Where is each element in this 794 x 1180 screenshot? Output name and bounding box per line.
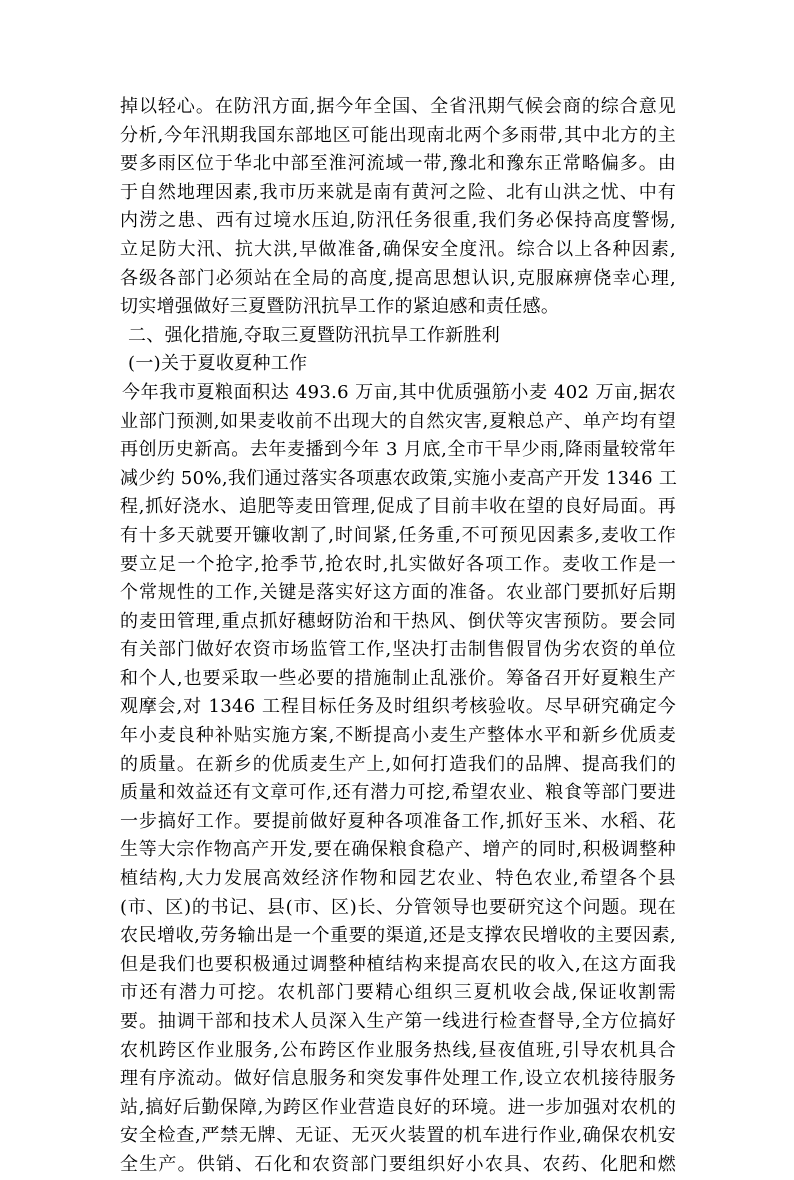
text-line: 要立足一个抢字,抢季节,抢农时,扎实做好各项工作。麦收工作是一	[120, 553, 676, 575]
text-line: 再创历史新高。去年麦播到今年 3 月底,全市干旱少雨,降雨量较常年	[120, 439, 676, 461]
text-line: 掉以轻心。在防汛方面,据今年全国、全省汛期气候会商的综合意见	[120, 96, 676, 117]
text-line: 年小麦良种补贴实施方案,不断提高小麦生产整体水平和新乡优质麦	[120, 725, 676, 747]
text-line: 的质量。在新乡的优质麦生产上,如何打造我们的品牌、提高我们的	[120, 753, 676, 775]
text-line: 分析,今年汛期我国东部地区可能出现南北两个多雨带,其中北方的主	[120, 124, 676, 146]
text-line: 理有序流动。做好信息服务和突发事件处理工作,设立农机接待服务	[120, 1068, 676, 1090]
text-line: 切实增强做好三夏暨防汛抗旱工作的紧迫感和责任感。	[120, 296, 560, 318]
text-line: 要多雨区位于华北中部至淮河流域一带,豫北和豫东正常略偏多。由	[120, 153, 676, 175]
text-line: 和个人,也要采取一些必要的措施制止乱涨价。筹备召开好夏粮生产	[120, 667, 676, 689]
text-line: 要。抽调干部和技术人员深入生产第一线进行检查督导,全方位搞好	[120, 1011, 676, 1032]
text-line: 一步搞好工作。要提前做好夏种各项准备工作,抓好玉米、水稻、花	[120, 810, 676, 832]
document-page	[120, 93, 676, 1180]
text-line: 有关部门做好农资市场监管工作,坚决打击制售假冒伪劣农资的单位	[120, 639, 676, 661]
text-line: 业部门预测,如果麦收前不出现大的自然灾害,夏粮总产、单产均有望	[120, 410, 676, 432]
text-line: 的麦田管理,重点抓好穗蚜防治和干热风、倒伏等灾害预防。要会同	[120, 610, 676, 632]
text-line: 程,抓好浇水、追肥等麦田管理,促成了目前丰收在望的良好局面。再	[120, 496, 676, 518]
text-line: 有十多天就要开镰收割了,时间紧,任务重,不可预见因素多,麦收工作	[120, 524, 676, 546]
text-line: 生等大宗作物高产开发,要在确保粮食稳产、增产的同时,积极调整种	[120, 839, 676, 861]
text-line: 植结构,大力发展高效经济作物和园艺农业、特色农业,希望各个县	[120, 868, 676, 890]
text-line: 农机跨区作业服务,公布跨区作业服务热线,昼夜值班,引导农机具合	[120, 1039, 676, 1061]
text-line: 今年我市夏粮面积达 493.6 万亩,其中优质强筋小麦 402 万亩,据农	[122, 381, 676, 403]
text-line: 各级各部门必须站在全局的高度,提高思想认识,克服麻痹侥幸心理,	[120, 267, 676, 289]
text-line: 但是我们也要积极通过调整种植结构来提高农民的收入,在这方面我	[120, 953, 676, 975]
text-line: 质量和效益还有文章可作,还有潜力可挖,希望农业、粮食等部门要进	[120, 782, 676, 804]
text-line: 市还有潜力可挖。农机部门要精心组织三夏机收会战,保证收割需	[120, 982, 676, 1004]
text-line: 个常规性的工作,关键是落实好这方面的准备。农业部门要抓好后期	[120, 582, 676, 604]
text-line: 观摩会,对 1346 工程目标任务及时组织考核验收。尽早研究确定今	[120, 696, 676, 718]
text-line: 减少约 50%,我们通过落实各项惠农政策,实施小麦高产开发 1346 工	[120, 467, 678, 489]
text-line: 全生产。供销、石化和农资部门要组织好小农具、农药、化肥和燃	[120, 1153, 676, 1175]
text-line: 立足防大汛、抗大洪,早做准备,确保安全度汛。综合以上各种因素,	[120, 238, 676, 260]
text-line: 于自然地理因素,我市历来就是南有黄河之险、北有山洪之忧、中有	[120, 181, 676, 203]
text-line: 安全检查,严禁无牌、无证、无灭火装置的机车进行作业,确保农机安	[120, 1125, 676, 1147]
text-line: 内涝之患、西有过境水压迫,防汛任务很重,我们务必保持高度警惕,	[120, 210, 676, 232]
section-heading: 二、强化措施,夺取三夏暨防汛抗旱工作新胜利	[128, 324, 501, 346]
text-line: 站,搞好后勤保障,为跨区作业营造良好的环境。进一步加强对农机的	[120, 1096, 676, 1118]
text-line: 农民增收,劳务输出是一个重要的渠道,还是支撑农民增收的主要因素,	[120, 925, 676, 947]
text-line: (市、区)的书记、县(市、区)长、分管领导也要研究这个问题。现在	[120, 896, 676, 918]
subsection-heading: (一)关于夏收夏种工作	[128, 353, 308, 375]
